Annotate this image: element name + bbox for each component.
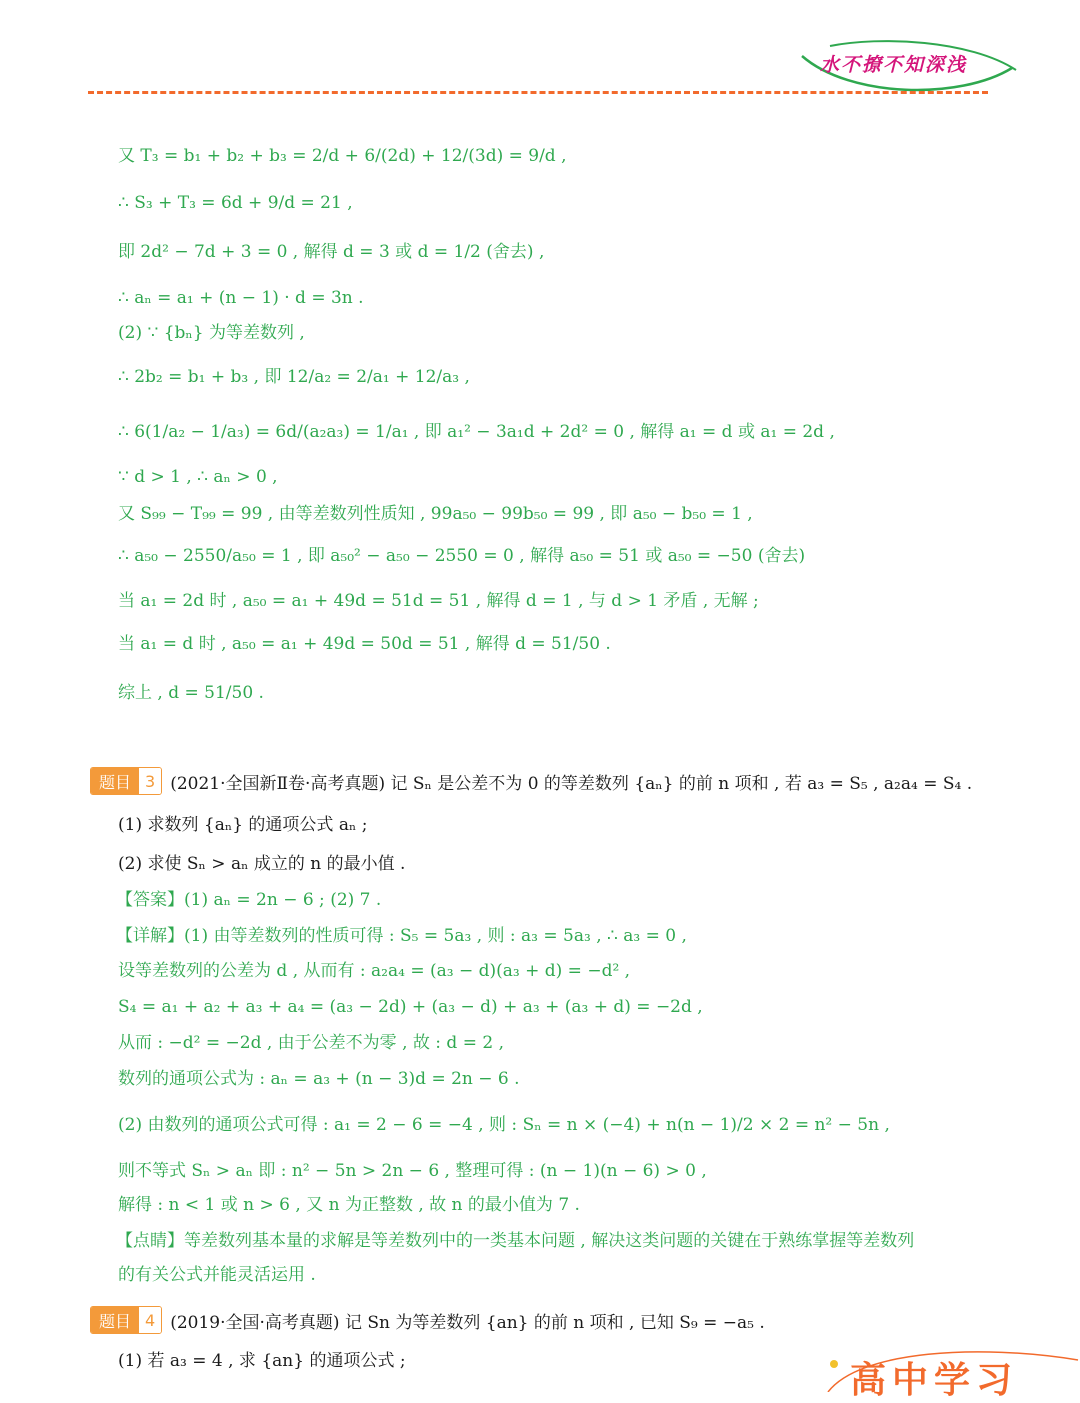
problem-4-header — [90, 1305, 765, 1335]
detail-line: 数列的通项公式为 : aₙ = a₃ + (n − 3)d = 2n − 6 . — [118, 1069, 520, 1089]
detail-note: 【点睛】等差数列基本量的求解是等差数列中的一类基本问题 , 解决这类问题的关键在于熟练掌握等差数列 — [116, 1231, 915, 1251]
detail-note: 的有关公式并能灵活运用 . — [118, 1265, 316, 1285]
solution-line: 当 a₁ = d 时 , a₅₀ = a₁ + 49d = 50d = 51 , 解得 d = 51/50 . — [118, 634, 611, 654]
solution-line: 综上 , d = 51/50 . — [118, 683, 264, 703]
detail-line: (2) 由数列的通项公式可得 : a₁ = 2 − 6 = −4 , 则 : Sₙ = n × (−4) + n(n − 1)/2 × 2 = n² − 5n , — [118, 1115, 890, 1135]
detail-line: S₄ = a₁ + a₂ + a₃ + a₄ = (a₃ − 2d) + (a₃ − d) + a₃ + (a₃ + d) = −2d , — [118, 997, 703, 1017]
problem-tag-label: 题目 — [91, 768, 139, 794]
detail-line: 解得 : n < 1 或 n > 6 , 又 n 为正整数 , 故 n 的最小值为 7 . — [118, 1195, 580, 1215]
solution-line: 又 T₃ = b₁ + b₂ + b₃ = 2/d + 6/(2d) + 12/(3d) = 9/d , — [118, 146, 567, 166]
solution-line: 当 a₁ = 2d 时 , a₅₀ = a₁ + 49d = 51d = 51 , 解得 d = 1 , 与 d > 1 矛盾 , 无解 ; — [118, 591, 759, 611]
problem-3-header — [90, 766, 972, 796]
problem-tag — [90, 1306, 162, 1334]
solution-line: ∵ d > 1 , ∴ aₙ > 0 , — [118, 467, 278, 487]
question-2: (2) 求使 Sₙ > aₙ 成立的 n 的最小值 . — [118, 854, 406, 874]
corner-badge — [820, 1340, 1080, 1401]
solution-line: ∴ 2b₂ = b₁ + b₃ , 即 12/a₂ = 2/a₁ + 12/a₃ , — [118, 367, 470, 387]
problem-tag — [90, 767, 162, 795]
solution-line: 又 S₉₉ − T₉₉ = 99 , 由等差数列性质知 , 99a₅₀ − 99b₅₀ = 99 , 即 a₅₀ − b₅₀ = 1 , — [118, 504, 753, 524]
answer: 【答案】(1) aₙ = 2n − 6 ; (2) 7 . — [116, 890, 382, 910]
solution-line: ∴ 6(1/a₂ − 1/a₃) = 6d/(a₂a₃) = 1/a₁ , 即 a₁² − 3a₁d + 2d² = 0 , 解得 a₁ = d 或 a₁ = 2d , — [118, 422, 835, 442]
problem-tag-number: 3 — [139, 768, 161, 794]
solution-line: ∴ S₃ + T₃ = 6d + 9/d = 21 , — [118, 193, 353, 213]
problem-tag-number: 4 — [139, 1307, 161, 1333]
problem-statement: (2019·全国·高考真题) 记 Sn 为等差数列 {an} 的前 n 项和 , 已知 S₉ = −a₅ . — [170, 1312, 765, 1333]
detail-line: 【详解】(1) 由等差数列的性质可得 : S₅ = 5a₃ , 则 : a₃ = 5a₃ , ∴ a₃ = 0 , — [116, 926, 687, 946]
detail-line: 则不等式 Sₙ > aₙ 即 : n² − 5n > 2n − 6 , 整理可得 : (n − 1)(n − 6) > 0 , — [118, 1161, 707, 1181]
solution-line: ∴ aₙ = a₁ + (n − 1) · d = 3n . — [118, 288, 364, 308]
solution-line: 即 2d² − 7d + 3 = 0 , 解得 d = 3 或 d = 1/2 (舍去) , — [118, 242, 545, 262]
solution-line: ∴ a₅₀ − 2550/a₅₀ = 1 , 即 a₅₀² − a₅₀ − 2550 = 0 , 解得 a₅₀ = 51 或 a₅₀ = −50 (舍去) — [118, 546, 806, 566]
detail-line: 设等差数列的公差为 d , 从而有 : a₂a₄ = (a₃ − d)(a₃ + d) = −d² , — [118, 961, 631, 981]
question-1: (1) 若 a₃ = 4 , 求 {an} 的通项公式 ; — [118, 1351, 406, 1371]
solution-line: (2) ∵ {bₙ} 为等差数列 , — [118, 323, 305, 343]
question-1: (1) 求数列 {aₙ} 的通项公式 aₙ ; — [118, 815, 368, 835]
brand-text: 水不撩不知深浅 — [820, 54, 968, 76]
header-divider — [88, 91, 988, 94]
header-brand — [790, 38, 1030, 98]
detail-line: 从而 : −d² = −2d , 由于公差不为零 , 故 : d = 2 , — [118, 1033, 504, 1053]
problem-statement: (2021·全国新Ⅱ卷·高考真题) 记 Sₙ 是公差不为 0 的等差数列 {aₙ} 的前 n 项和 , 若 a₃ = S₅ , a₂a₄ = S₄ . — [170, 773, 973, 794]
badge-text: 高中学习 — [850, 1360, 1019, 1401]
problem-tag-label: 题目 — [91, 1307, 139, 1333]
